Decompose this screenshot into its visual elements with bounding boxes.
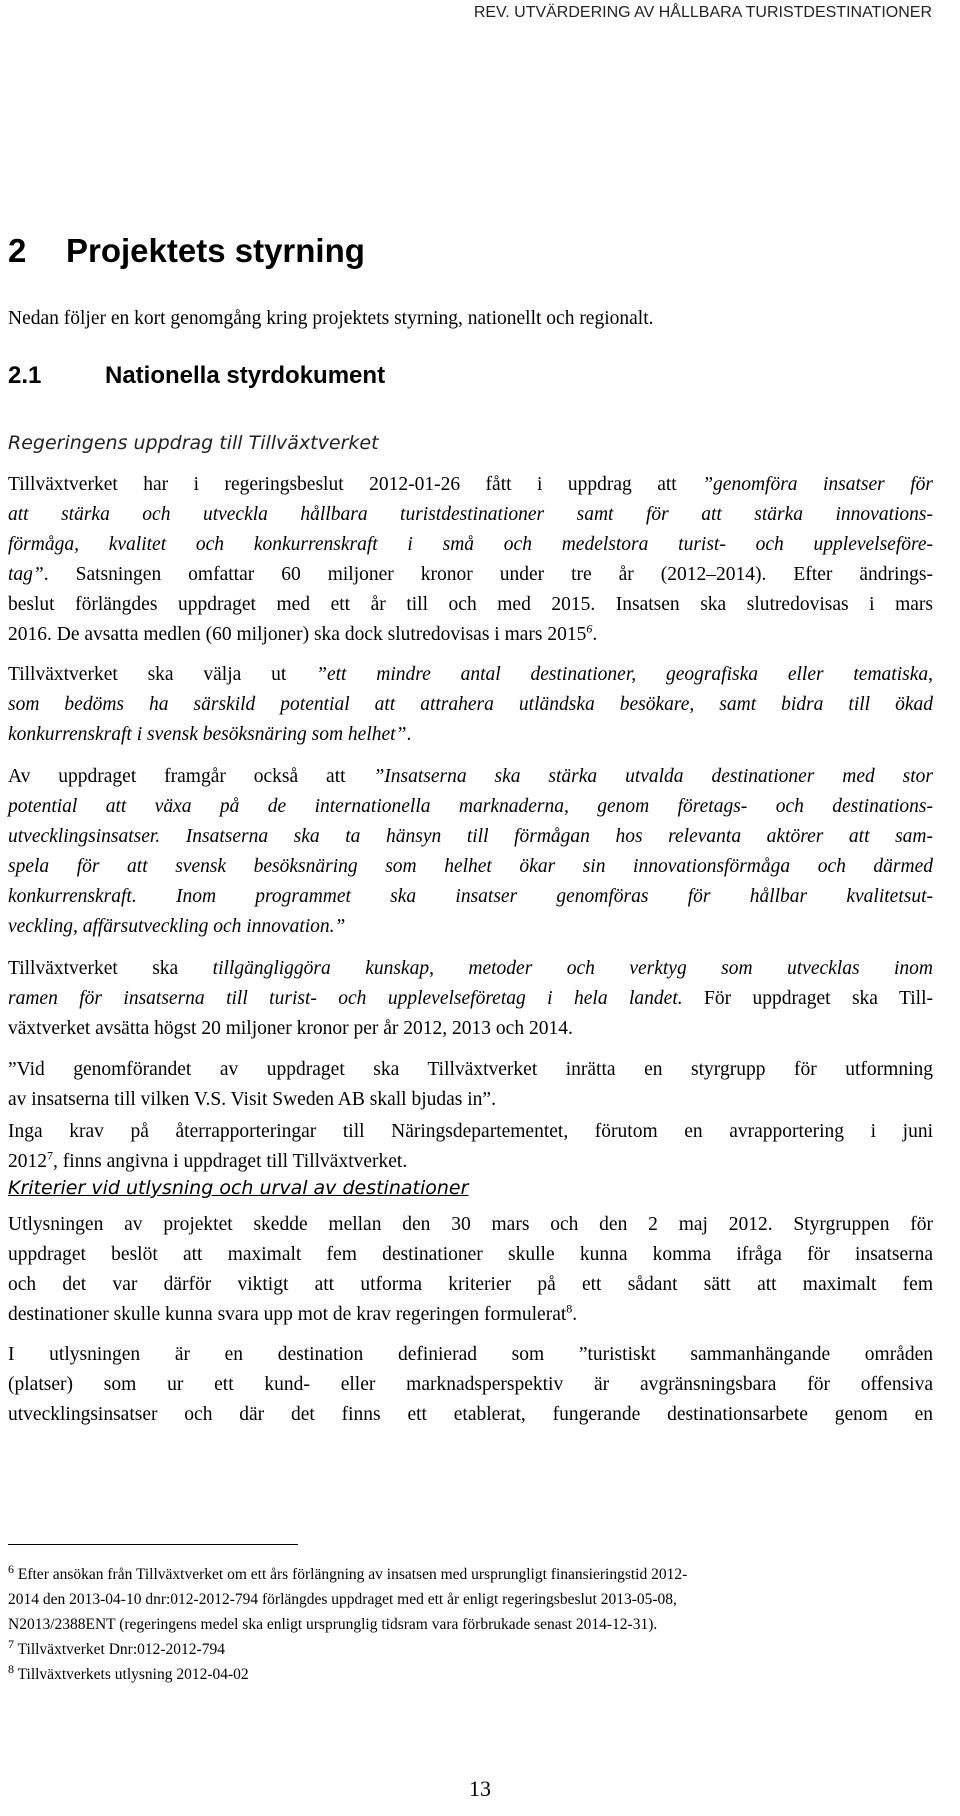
p6-line-2 [8, 1147, 933, 1177]
p7-text-d: destinationer skulle kunna svara upp mot de krav regeringen formulerat [8, 1304, 567, 1325]
p2-text-a: Tillväxtverket ska välja ut [8, 664, 317, 685]
paragraph-2 [8, 660, 933, 750]
p3-line-2: potential att växa på de internationella marknaderna, genom företags- och destinations- [8, 796, 933, 817]
p6-text-b: 2012 [8, 1151, 47, 1172]
p2-quote-end: konkurrenskraft i svensk besöksnäring som helhet” [8, 724, 407, 745]
paragraph-3 [8, 762, 933, 942]
p4-line-2 [8, 984, 933, 1014]
p2-quote-a: ”ett mindre antal destinationer, geografiska eller tematiska, [316, 664, 933, 685]
p4-quote-a: tillgängliggöra kunskap, metoder och verktyg som utvecklas inom [212, 958, 933, 979]
footnote-8 [8, 1662, 933, 1687]
p1-text-h: 2016. De avsatta medlen (60 miljoner) ska dock slutredovisas i mars 2015 [8, 624, 587, 645]
p1-line-3: förmåga, kvalitet och konkurrenskraft i små och medelstora turist- och upplevelseföre- [8, 534, 933, 555]
p4-text-d: För uppdraget ska Till- [682, 988, 933, 1009]
footnote-6-line-2: 2014 den 2013-04-10 dnr:012-2012-794 förlängdes uppdraget med ett år enligt regeringsbeslut 2013-05-08, [8, 1591, 677, 1608]
p2-text-end: . [406, 724, 412, 745]
p1-line-6 [8, 620, 933, 650]
footnote-7 [8, 1637, 933, 1662]
p1-line-1 [8, 470, 933, 500]
p7-text-end: . [572, 1304, 578, 1325]
chapter-heading [8, 232, 365, 270]
p3-text-a: Av uppdraget framgår också att [8, 766, 374, 787]
footnote-6-line-3: N2013/2388ENT (regeringens medel ska enligt ursprunglig tidsram vara förbrukade senast 2014-12-31). [8, 1616, 658, 1633]
p3-line-3: utvecklingsinsatser. Insatserna ska ta hänsyn till förmågan hos relevanta aktörer att sam- [8, 826, 933, 847]
p7-line-1: Utlysningen av projektet skedde mellan den 30 mars och den 2 maj 2012. Styrgruppen för [8, 1214, 933, 1235]
p8-line-3: utvecklingsinsatser och där det finns ett etablerat, fungerande destinationsarbete genom en [8, 1404, 933, 1425]
paragraph-5 [8, 1055, 933, 1115]
paragraph-1 [8, 470, 933, 650]
p1-line-5: beslut förlängdes uppdraget med ett år till och med 2015. Insatsen ska slutredovisas i mars [8, 594, 933, 615]
p1-quote-a: ”genomföra insatser för [702, 474, 933, 495]
p1-line-2: att stärka och utveckla hållbara turistdestinationer samt för att stärka innovations- [8, 504, 933, 525]
p3-line-6: veckling, affärsutveckling och innovation.” [8, 916, 346, 937]
p6-line-1: Inga krav på återrapporteringar till Näringsdepartementet, förutom en avrapportering i juni [8, 1121, 933, 1142]
p3-quote-a: ”Insatserna ska stärka utvalda destinationer med stor [373, 766, 933, 787]
p5-line-1: ”Vid genomförandet av uppdraget ska Tillväxtverket inrätta en styrgrupp för utformning [8, 1059, 933, 1080]
p3-line-5: konkurrenskraft. Inom programmet ska insatser genomföras för hållbar kvalitetsut- [8, 886, 933, 907]
p3-line-1 [8, 762, 933, 792]
footnote-6-text-a: Efter ansökan från Tillväxtverket om ett års förlängning av insatsen med ursprungligt finansieringstid 2012- [14, 1566, 688, 1583]
paragraph-8 [8, 1340, 933, 1430]
footnote-ref-7[interactable]: 7 [47, 1148, 53, 1163]
footnote-7-text: Tillväxtverket Dnr:012-2012-794 [14, 1641, 225, 1658]
footnote-7-number: 7 [8, 1636, 14, 1651]
p1-text-end: . [592, 624, 598, 645]
footnotes [8, 1562, 933, 1687]
p7-line-2: uppdraget beslöt att maximalt fem destinationer skulle kunna komma ifråga för insatserna [8, 1244, 933, 1265]
p2-line-3 [8, 720, 933, 750]
p4-line-1 [8, 954, 933, 984]
subheading-regeringens-uppdrag: Regeringens uppdrag till Tillväxtverket [8, 432, 379, 454]
footnote-8-number: 8 [8, 1661, 14, 1676]
footnote-6-line-1 [8, 1562, 933, 1587]
p7-line-3: och det var därför viktigt att utforma kriterier på ett sådant sätt att maximalt fem [8, 1274, 933, 1295]
p1-text-a: Tillväxtverket har i regeringsbeslut 2012-01-26 fått i uppdrag att [8, 474, 703, 495]
footnote-separator [8, 1544, 298, 1545]
p8-line-2: (platser) som ur ett kund- eller marknadsperspektiv är avgränsningsbara för offensiva [8, 1374, 933, 1395]
p2-line-1 [8, 660, 933, 690]
footnote-ref-8[interactable]: 8 [566, 1301, 573, 1316]
p3-line-4: spela för att svensk besöksnäring som helhet ökar sin innovationsförmåga och därmed [8, 856, 933, 877]
section-number: 2.1 [8, 362, 42, 389]
subheading-kriterier: Kriterier vid utlysning och urval av destinationer [8, 1177, 469, 1199]
p1-line-4 [8, 560, 933, 590]
footnote-8-text: Tillväxtverkets utlysning 2012-04-02 [14, 1666, 249, 1683]
paragraph-7 [8, 1210, 933, 1330]
p2-line-2: som bedöms ha särskild potential att attrahera utländska besökare, samt bidra till ökad [8, 694, 933, 715]
intro-paragraph: Nedan följer en kort genomgång kring projektets styrning, nationellt och regionalt. [8, 308, 654, 329]
section-title: Nationella styrdokument [105, 362, 386, 389]
running-header: REV. UTVÄRDERING AV HÅLLBARA TURISTDESTINATIONER [473, 4, 932, 21]
p1-text-f: . Satsningen omfattar 60 miljoner kronor under tre år (2012–2014). Efter ändrings- [43, 564, 933, 585]
paragraph-4 [8, 954, 933, 1044]
p4-quote-b: ramen för insatserna till turist- och upplevelseföretag i hela landet. [8, 988, 683, 1009]
paragraph-6 [8, 1117, 933, 1177]
footnote-ref-6[interactable]: 6 [586, 621, 593, 636]
p4-text-a: Tillväxtverket ska [8, 958, 213, 979]
p1-quote-end: tag” [8, 564, 44, 585]
chapter-number: 2 [8, 232, 27, 269]
section-heading [8, 362, 385, 390]
p6-text-c: , finns angivna i uppdraget till Tillväxtverket. [53, 1151, 408, 1172]
page-number: 13 [469, 1776, 491, 1801]
chapter-title: Projektets styrning [66, 232, 365, 269]
p4-line-3: växtverket avsätta högst 20 miljoner kronor per år 2012, 2013 och 2014. [8, 1018, 573, 1039]
footnote-6-number: 6 [8, 1561, 14, 1576]
p7-line-4 [8, 1300, 933, 1330]
p5-line-2: av insatserna till vilken V.S. Visit Sweden AB skall bjudas in”. [8, 1089, 496, 1110]
p8-line-1: I utlysningen är en destination definierad som ”turistiskt sammanhängande områden [8, 1344, 933, 1365]
